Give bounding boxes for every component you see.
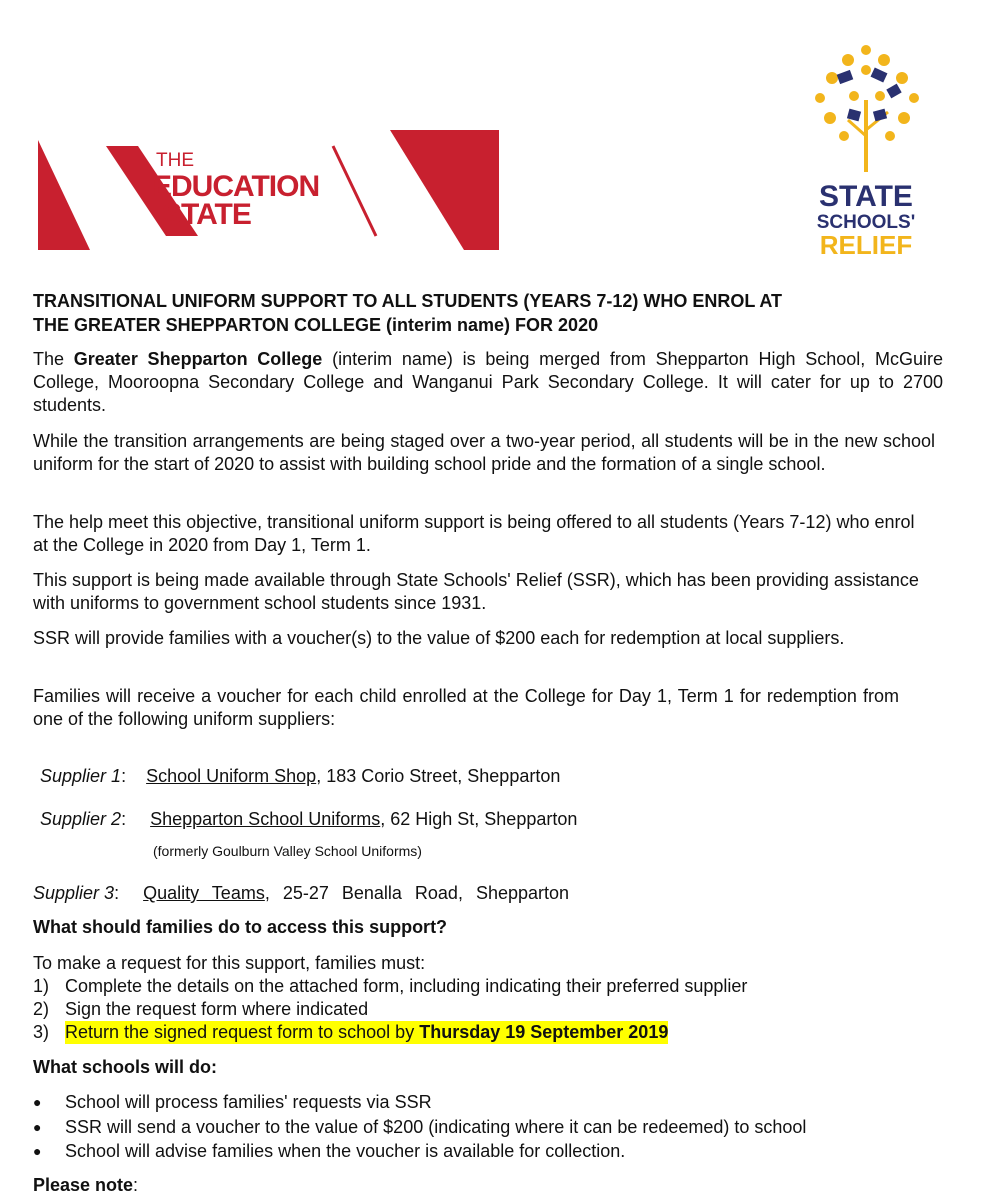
- logo-text-education: EDUCATION: [152, 170, 320, 203]
- step-item: [33, 1021, 933, 1044]
- title-line-2: THE GREATER SHEPPARTON COLLEGE (interim name) FOR 2020: [33, 315, 599, 335]
- supplier-name: School Uniform Shop: [146, 766, 317, 786]
- education-state-logo: [38, 128, 500, 253]
- please-note: Please note:: [33, 1175, 139, 1195]
- step-text: Return the signed request form to school by: [65, 1022, 415, 1042]
- intro-paragraph-2: While the transition arrangements are being staged over a two-year period, all students will be in the new school uniform for the start of 2020 to assist with building school pride and the formation of a single school.: [33, 431, 935, 474]
- step-number: 2): [33, 999, 50, 1019]
- highlighted-deadline: [65, 1021, 668, 1044]
- step-text: Complete the details on the attached form, including indicating their preferred supplier: [65, 976, 748, 996]
- bullet-item: ● School will process families' requests via SSR: [33, 1090, 953, 1115]
- step-text: Sign the request form where indicated: [65, 999, 369, 1019]
- bullet-item: ● SSR will send a voucher to the value of $200 (indicating where it can be redeemed) to school: [33, 1115, 953, 1140]
- ssr-text-state: STATE: [819, 180, 913, 213]
- supplier-1: Supplier 1: School Uniform Shop, 183 Corio Street, Shepparton: [40, 766, 561, 786]
- supplier-name: Shepparton School Uniforms: [150, 809, 381, 829]
- please-note-heading: Please note: [33, 1175, 134, 1195]
- title-line-1: TRANSITIONAL UNIFORM SUPPORT TO ALL STUDENTS (YEARS 7-12) WHO ENROL AT: [33, 291, 783, 311]
- deadline-date: Thursday 19 September 2019: [419, 1022, 669, 1042]
- tree-icon: [815, 45, 919, 172]
- college-name: Greater Shepparton College: [73, 349, 323, 369]
- supplier-2-note: (formerly Goulburn Valley School Uniforms): [153, 843, 422, 859]
- bullet-icon: ●: [33, 1118, 42, 1135]
- logo-slash-line: [333, 146, 376, 236]
- intro-paragraph-5: SSR will provide families with a voucher(s) to the value of $200 each for redemption at local suppliers.: [33, 628, 845, 648]
- ssr-text-schools: SCHOOLS': [816, 212, 916, 233]
- bullet-icon: ●: [33, 1094, 42, 1110]
- supplier-2: Supplier 2: Shepparton School Uniforms, 62 High St, Shepparton: [40, 809, 578, 829]
- bullet-item: ● School will advise families when the voucher is available for collection.: [33, 1139, 953, 1164]
- intro-paragraph-1: The Greater Shepparton College (interim name) is being merged from Shepparton High School, McGuire College, Mooroopna Secondary College and Wanganui Park Secondary College. It will cater for up to 2700 students.: [33, 349, 943, 415]
- supplier-label: Supplier 2: [40, 809, 122, 829]
- bullet-icon: ●: [33, 1143, 42, 1159]
- state-schools-relief-logo: [808, 40, 928, 260]
- intro-paragraph-4: This support is being made available through State Schools' Relief (SSR), which has been providing assistance with uniforms to government school students since 1931.: [33, 570, 919, 613]
- schools-bullets: [33, 1090, 953, 1164]
- logo-text-state: STATE: [162, 198, 251, 231]
- supplier-label: Supplier 1: [40, 766, 122, 786]
- intro-paragraph-3: The help meet this objective, transitional uniform support is being offered to all students (Years 7-12) who enrol at the College in 2020 from Day 1, Term 1.: [33, 512, 915, 555]
- supplier-address: , 183 Corio Street, Shepparton: [316, 766, 561, 786]
- ssr-text-relief: RELIEF: [819, 230, 913, 260]
- supplier-name: Quality Teams: [143, 883, 265, 903]
- families-heading: What should families do to access this support?: [33, 917, 448, 937]
- document-title: [33, 289, 963, 337]
- logo-text-the: THE: [156, 150, 194, 171]
- supplier-address: , 25-27 Benalla Road, Shepparton: [264, 883, 570, 903]
- families-intro: To make a request for this support, families must:: [33, 953, 426, 973]
- families-steps: [33, 975, 933, 1044]
- supplier-label: Supplier 3: [33, 883, 115, 903]
- supplier-address: , 62 High St, Shepparton: [380, 809, 578, 829]
- schools-heading: What schools will do:: [33, 1057, 217, 1077]
- supplier-3: Supplier 3: Quality Teams, 25-27 Benalla Road, Shepparton: [33, 883, 570, 903]
- intro-paragraph-6: Families will receive a voucher for each child enrolled at the College for Day 1, Term 1 for redemption from one of the following uniform suppliers:: [33, 686, 899, 729]
- logo-red-triangle-left: [38, 140, 90, 250]
- step-item: [33, 998, 933, 1021]
- logo-red-block-right: [390, 130, 499, 250]
- step-number: 1): [33, 976, 50, 996]
- step-number: 3): [33, 1022, 50, 1042]
- step-item: [33, 975, 933, 998]
